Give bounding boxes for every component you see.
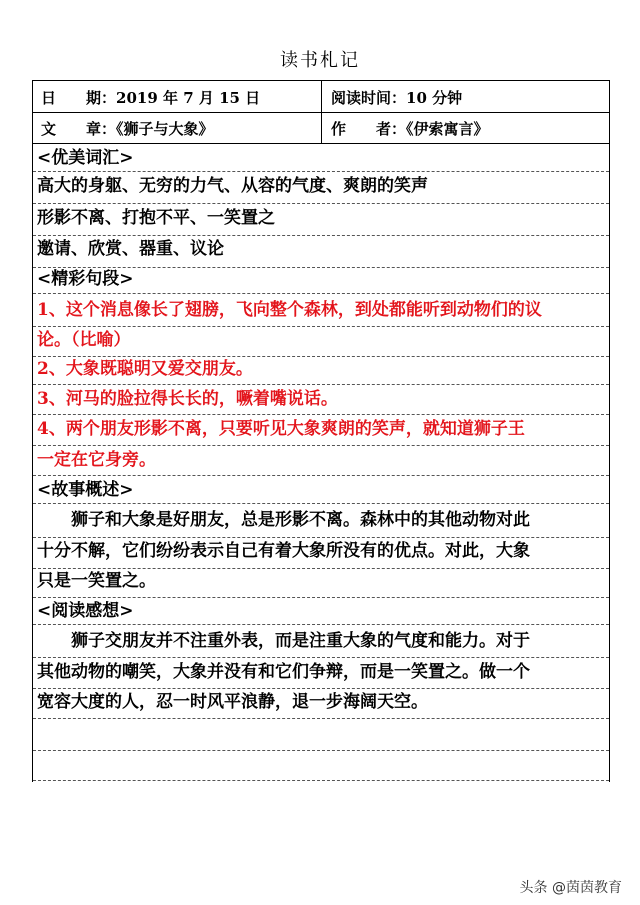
- reflection-line-2: 其他动物的嘲笑，大象并没有和它们争辩，而是一笑置之。做一个: [37, 662, 530, 682]
- section-heading-excerpts: <精彩句段>: [37, 269, 134, 289]
- rule-line: [33, 384, 609, 385]
- summary-line-3: 只是一笑置之。: [37, 571, 156, 591]
- rule-line: [33, 503, 609, 504]
- excerpt-1-line-2: 论。（比喻）: [37, 330, 131, 350]
- rule-line: [33, 537, 609, 538]
- section-heading-summary: <故事概述>: [37, 480, 134, 500]
- rule-line: [33, 445, 609, 446]
- excerpt-3: 3、河马的脸拉得长长的，噘着嘴说话。: [37, 389, 338, 409]
- article-cell: [41, 118, 214, 139]
- author-cell: [331, 118, 489, 139]
- summary-line-2: 十分不解，它们纷纷表示自己有着大象所没有的优点。对此，大象: [37, 541, 530, 561]
- info-table: [32, 80, 610, 144]
- rule-line: [33, 780, 609, 781]
- rule-line: [33, 597, 609, 598]
- page-title: 读书札记: [280, 50, 360, 71]
- rule-line: [33, 171, 609, 172]
- author-label: 作 者：: [331, 120, 407, 138]
- rule-line: [33, 326, 609, 327]
- rule-line: [33, 293, 609, 294]
- rule-line: [33, 657, 609, 658]
- section-heading-reflection: <阅读感想>: [37, 601, 134, 621]
- date-value: 2019 年 7 月 15 日: [116, 89, 261, 107]
- rule-line: [33, 688, 609, 689]
- section-heading-vocabulary: <优美词汇>: [37, 148, 134, 168]
- rule-line: [33, 475, 609, 476]
- vocabulary-line-2: 形影不离、打抱不平、一笑置之: [37, 208, 275, 228]
- date-label: 日 期：: [41, 89, 117, 107]
- excerpt-2: 2、大象既聪明又爱交朋友。: [37, 359, 253, 379]
- author-value: 《伊索寓言》: [406, 120, 489, 138]
- excerpt-4-line-2: 一定在它身旁。: [37, 450, 156, 470]
- article-label: 文 章：: [41, 120, 117, 138]
- excerpt-1-line-1: 1、这个消息像长了翅膀，飞向整个森林，到处都能听到动物们的议: [37, 300, 542, 320]
- reflection-line-1: 狮子交朋友并不注重外表，而是注重大象的气度和能力。对于: [37, 631, 530, 651]
- rule-line: [33, 624, 609, 625]
- article-value: 《狮子与大象》: [116, 120, 214, 138]
- rule-line: [33, 414, 609, 415]
- summary-line-1: 狮子和大象是好朋友，总是形影不离。森林中的其他动物对此: [37, 510, 530, 530]
- info-divider: [321, 81, 322, 143]
- vocabulary-line-1: 高大的身躯、无穷的力气、从容的气度、爽朗的笑声: [37, 176, 428, 196]
- reading-time-value: 10 分钟: [406, 89, 463, 107]
- date-cell: [41, 87, 260, 108]
- reading-time-cell: [331, 87, 462, 108]
- notes-sheet: [32, 144, 610, 782]
- excerpt-4-line-1: 4、两个朋友形影不离，只要听见大象爽朗的笑声，就知道狮子王: [37, 419, 525, 439]
- reading-time-label: 阅读时间：: [331, 89, 407, 107]
- rule-line: [33, 750, 609, 751]
- watermark: 头条 @茵茵教育: [519, 880, 622, 896]
- rule-line: [33, 718, 609, 719]
- vocabulary-line-3: 邀请、欣赏、器重、议论: [37, 239, 224, 259]
- rule-line: [33, 203, 609, 204]
- reflection-line-3: 宽容大度的人，忍一时风平浪静，退一步海阔天空。: [37, 692, 428, 712]
- rule-line: [33, 235, 609, 236]
